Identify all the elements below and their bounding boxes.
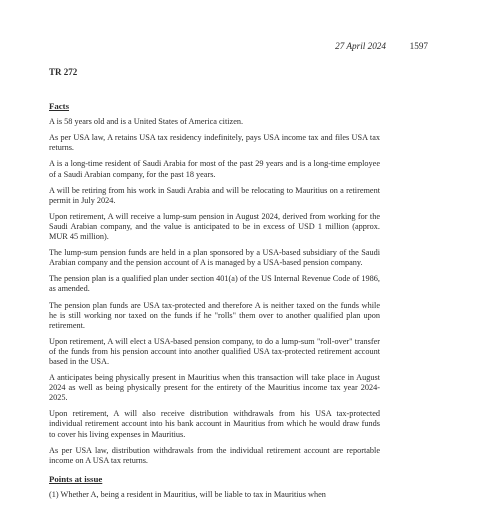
paragraph: Upon retirement, A will also receive distribution withdrawals from his USA tax-protected individual retirement account into his bank account in Mauritius from which he would draw funds to cover his living expenses in Mauritius. xyxy=(49,409,380,439)
point-item: (1) Whether A, being a resident in Mauritius, will be liable to tax in Mauritius when xyxy=(49,489,326,499)
paragraph: Upon retirement, A will receive a lump-sum pension in August 2024, derived from working for the Saudi Arabian company, and the value is anticipated to be in excess of USD 1 million (approx. MUR 45 million). xyxy=(49,211,380,242)
paragraph: Upon retirement, A will elect a USA-based pension company, to do a lump-sum "roll-over" transfer of the funds from his pension account into another qualified USA tax-protected retirement account based in the USA. xyxy=(49,336,380,366)
paragraph: As per USA law, distribution withdrawals from the individual retirement account are reportable income on A USA tax returns. xyxy=(49,445,380,465)
paragraph: The pension plan funds are USA tax-protected and therefore A is neither taxed on the funds while he is still working nor taxed on the funds if he "rolls" them over to another qualified plan upon retirement. xyxy=(49,300,380,330)
page-header xyxy=(0,41,480,55)
paragraph: A anticipates being physically present in Mauritius when this transaction will take place in August 2024 as well as being physically present for the entirety of the Mauritius income tax year 2024-2025. xyxy=(49,373,380,403)
document-body xyxy=(49,67,380,506)
paragraph: As per USA law, A retains USA tax residency indefinitely, pays USA income tax and files USA tax returns. xyxy=(49,133,380,153)
paragraph: The lump-sum pension funds are held in a plan sponsored by a USA-based subsidiary of the Saudi Arabian company and the pension account of A is managed by a USA-based pension company. xyxy=(49,248,380,268)
paragraph: A is a long-time resident of Saudi Arabia for most of the past 29 years and is a long-time employee of a Saudi Arabian company, for the past 18 years. xyxy=(49,159,380,179)
paragraph: A is 58 years old and is a United States of America citizen. xyxy=(49,117,244,127)
points-at-issue-heading: Points at issue xyxy=(49,473,103,484)
paragraph: A will be retiring from his work in Saudi Arabia and will be relocating to Mauritius on a retirement permit in July 2024. xyxy=(49,185,380,205)
header-date: 27 April 2024 xyxy=(335,41,386,51)
ruling-reference: TR 272 xyxy=(49,67,78,77)
paragraph: The pension plan is a qualified plan under section 401(a) of the US Internal Revenue Code of 1986, as amended. xyxy=(49,274,380,294)
facts-heading: Facts xyxy=(49,101,70,112)
page-number: 1597 xyxy=(409,41,428,51)
